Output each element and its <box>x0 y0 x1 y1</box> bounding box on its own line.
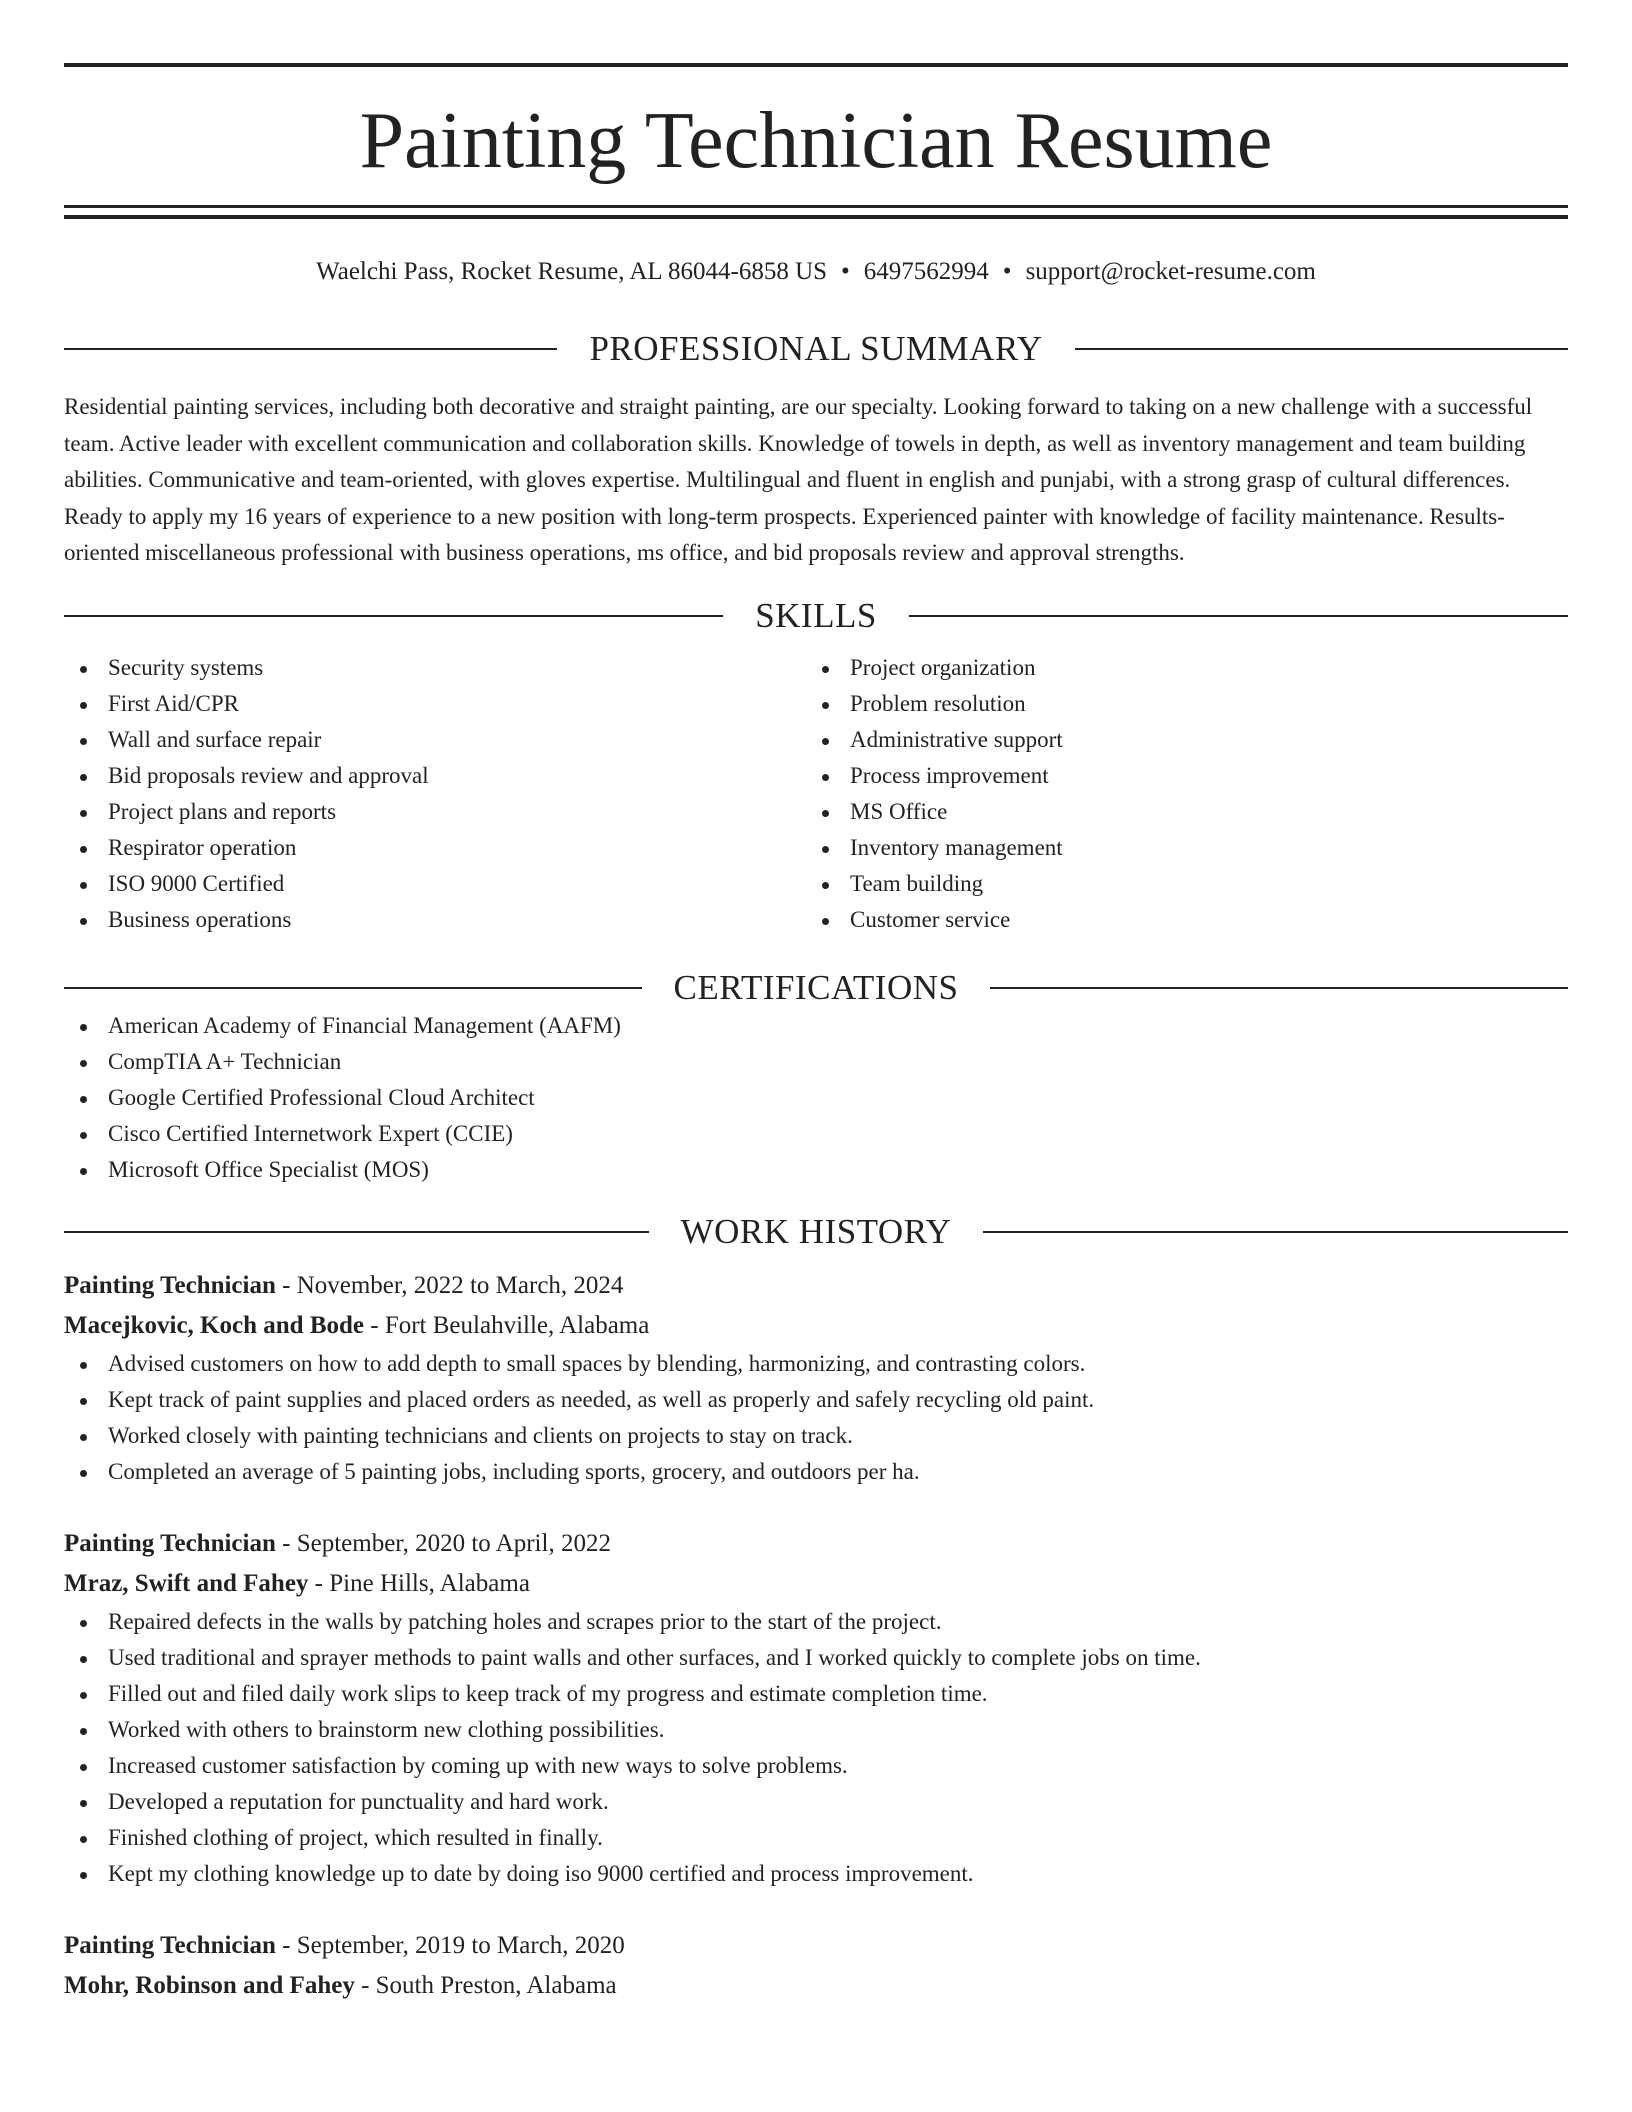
skill-item: Respirator operation <box>64 830 806 866</box>
job-title-line <box>64 1926 1568 1966</box>
skill-item: Customer service <box>806 902 1548 938</box>
resume-page <box>64 0 1568 2006</box>
section-title: CERTIFICATIONS <box>673 967 959 1007</box>
job-entry <box>64 1266 1568 1490</box>
job-duty-item: Worked closely with painting technicians and clients on projects to stay on track. <box>64 1418 1568 1454</box>
job-company-line <box>64 1564 1568 1604</box>
job-dates: - September, 2020 to April, 2022 <box>275 1529 611 1557</box>
job-duty-item: Completed an average of 5 painting jobs, including sports, grocery, and outdoors per ha. <box>64 1454 1568 1490</box>
job-entry <box>64 1926 1568 2006</box>
job-duty-item: Kept my clothing knowledge up to date by doing iso 9000 certified and process improvement. <box>64 1856 1568 1892</box>
job-company: Mohr, Robinson and Fahey <box>64 1971 355 1999</box>
contact-info <box>64 255 1568 289</box>
skill-item: Administrative support <box>806 722 1548 758</box>
section-heading-certifications <box>64 968 1568 1008</box>
section-title: WORK HISTORY <box>680 1211 952 1251</box>
certification-item: Google Certified Professional Cloud Architect <box>64 1080 1568 1116</box>
skill-item: Inventory management <box>806 830 1548 866</box>
certification-item: CompTIA A+ Technician <box>64 1044 1568 1080</box>
title-bottom-rule <box>64 205 1568 219</box>
job-dates: - November, 2022 to March, 2024 <box>275 1271 624 1299</box>
job-location: - Fort Beulahville, Alabama <box>364 1311 650 1339</box>
skill-item: Project plans and reports <box>64 794 806 830</box>
section-divider <box>1075 348 1568 350</box>
job-duty-item: Advised customers on how to add depth to small spaces by blending, harmonizing, and contrasting colors. <box>64 1346 1568 1382</box>
section-heading-skills <box>64 596 1568 636</box>
section-divider <box>64 987 642 989</box>
skills-list <box>64 650 1568 938</box>
section-divider <box>64 348 557 350</box>
skill-item: Business operations <box>64 902 806 938</box>
skill-item: First Aid/CPR <box>64 686 806 722</box>
job-location: - Pine Hills, Alabama <box>308 1569 530 1597</box>
section-title: PROFESSIONAL SUMMARY <box>589 329 1043 368</box>
skill-item: Process improvement <box>806 758 1548 794</box>
contact-separator: • <box>1002 258 1012 285</box>
skills-column-right <box>806 650 1548 938</box>
skill-item: Wall and surface repair <box>64 722 806 758</box>
certification-item: Cisco Certified Internetwork Expert (CCIE) <box>64 1116 1568 1152</box>
contact-email: support@rocket-resume.com <box>1025 258 1316 285</box>
job-title: Painting Technician <box>64 1931 276 1959</box>
job-duty-item: Finished clothing of project, which resulted in finally. <box>64 1820 1568 1856</box>
job-title: Painting Technician <box>64 1529 276 1557</box>
skill-item: Team building <box>806 866 1548 902</box>
job-company: Macejkovic, Koch and Bode <box>64 1311 364 1339</box>
job-duties-list <box>64 1346 1568 1490</box>
resume-title: Painting Technician Resume <box>359 97 1273 185</box>
contact-separator: • <box>841 258 850 285</box>
section-divider <box>983 1231 1568 1233</box>
skill-item: MS Office <box>806 794 1548 830</box>
job-company-line <box>64 1306 1568 1346</box>
job-duty-item: Filled out and filed daily work slips to keep track of my progress and estimate completion time. <box>64 1676 1568 1712</box>
skill-item: Bid proposals review and approval <box>64 758 806 794</box>
job-duty-item: Repaired defects in the walls by patching holes and scrapes prior to the start of the project. <box>64 1604 1568 1640</box>
skill-item: Project organization <box>806 650 1548 686</box>
job-company-line <box>64 1966 1568 2006</box>
section-title: SKILLS <box>755 595 877 635</box>
skill-item: ISO 9000 Certified <box>64 866 806 902</box>
contact-address: Waelchi Pass, Rocket Resume, AL 86044-6858 US <box>316 258 828 285</box>
certification-item: Microsoft Office Specialist (MOS) <box>64 1152 1568 1188</box>
job-dates: - September, 2019 to March, 2020 <box>275 1931 625 1959</box>
job-duty-item: Worked with others to brainstorm new clothing possibilities. <box>64 1712 1568 1748</box>
summary-text: Residential painting services, including both decorative and straight painting, are our specialty. Looking forward to taking on a new challenge with a successful team. Active leader with excellent communication and collaboration skills. Knowledge of towels in depth, as well as inventory management and team building abilities. Communicative and team-oriented, with gloves expertise. Multilingual and fluent in english and punjabi, with a strong grasp of cultural differences. Ready to apply my 16 years of experience to a new position with long-term prospects. Experienced painter with knowledge of facility maintenance. Results-oriented miscellaneous professional with business operations, ms office, and bid proposals review and approval strengths. <box>64 394 1533 565</box>
job-duties-list <box>64 1604 1568 1892</box>
section-divider <box>64 615 723 617</box>
job-duty-item: Increased customer satisfaction by coming up with new ways to solve problems. <box>64 1748 1568 1784</box>
job-title-line <box>64 1266 1568 1306</box>
job-title-line <box>64 1524 1568 1564</box>
certifications-list <box>64 1008 1568 1188</box>
job-duty-item: Used traditional and sprayer methods to paint walls and other surfaces, and I worked quickly to complete jobs on time. <box>64 1640 1568 1676</box>
job-duty-item: Developed a reputation for punctuality and hard work. <box>64 1784 1568 1820</box>
skill-item: Problem resolution <box>806 686 1548 722</box>
skills-column-left <box>64 650 806 938</box>
title-top-rule <box>64 63 1568 67</box>
section-divider <box>909 615 1568 617</box>
section-divider <box>64 1231 649 1233</box>
certification-item: American Academy of Financial Management (AAFM) <box>64 1008 1568 1044</box>
job-entry <box>64 1524 1568 1892</box>
section-heading-work-history <box>64 1212 1568 1252</box>
contact-phone: 6497562994 <box>863 258 989 285</box>
skill-item: Security systems <box>64 650 806 686</box>
work-history-list <box>64 1266 1568 2006</box>
job-title: Painting Technician <box>64 1271 276 1299</box>
job-duty-item: Kept track of paint supplies and placed orders as needed, as well as properly and safely recycling old paint. <box>64 1382 1568 1418</box>
job-company: Mraz, Swift and Fahey <box>64 1569 309 1597</box>
section-heading-summary <box>64 329 1568 369</box>
section-divider <box>990 987 1568 989</box>
job-location: - South Preston, Alabama <box>354 1971 617 1999</box>
